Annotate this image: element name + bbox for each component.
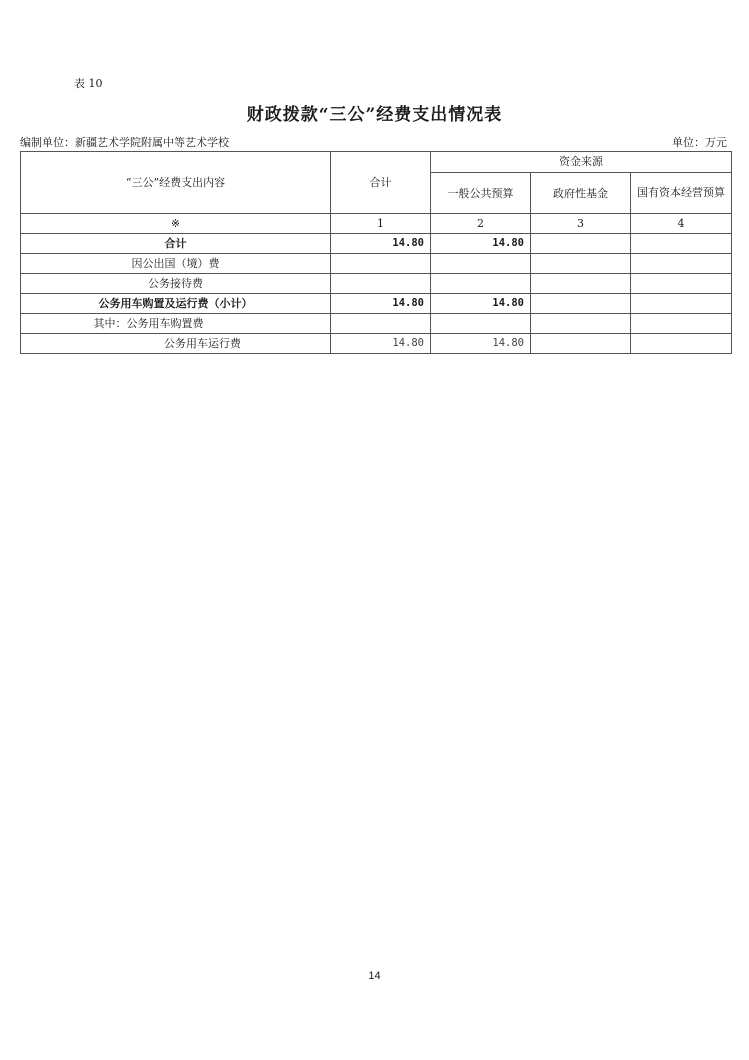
- row-gov-fund: [531, 254, 631, 274]
- row-total: [331, 274, 431, 294]
- row-gov-fund: [531, 314, 631, 334]
- row-state-capital: [631, 334, 732, 354]
- table-row: [21, 294, 732, 314]
- table-number: 表 10: [74, 77, 103, 90]
- row-gov-fund: [531, 274, 631, 294]
- row-general: 14.80: [431, 294, 531, 314]
- row-label: 其中：公务用车购置费: [21, 314, 331, 334]
- row-label: 公务用车购置及运行费（小计）: [21, 294, 331, 314]
- row-state-capital: [631, 294, 732, 314]
- header-state-capital: 国有资本经营预算: [631, 173, 732, 214]
- row-state-capital: [631, 274, 732, 294]
- row-general: 14.80: [431, 234, 531, 254]
- row-total: [331, 314, 431, 334]
- index-4: 4: [631, 214, 732, 234]
- table-row: [21, 334, 732, 354]
- row-general: [431, 254, 531, 274]
- header-content: “三公”经费支出内容: [21, 152, 331, 214]
- row-gov-fund: [531, 234, 631, 254]
- index-2: 2: [431, 214, 531, 234]
- row-state-capital: [631, 254, 732, 274]
- index-3: 3: [531, 214, 631, 234]
- row-general: 14.80: [431, 334, 531, 354]
- row-total: 14.80: [331, 334, 431, 354]
- row-label: 公务接待费: [21, 274, 331, 294]
- header-funding-source: 资金来源: [431, 152, 732, 173]
- header-total: 合计: [331, 152, 431, 214]
- currency-unit: 单位：万元: [672, 136, 727, 149]
- compiling-unit: 编制单位：新疆艺术学院附属中等艺术学校: [20, 136, 229, 149]
- row-label: 因公出国（境）费: [21, 254, 331, 274]
- header-government-fund: 政府性基金: [531, 173, 631, 214]
- row-general: [431, 274, 531, 294]
- row-gov-fund: [531, 294, 631, 314]
- row-total: [331, 254, 431, 274]
- row-state-capital: [631, 234, 732, 254]
- table-row: [21, 274, 732, 294]
- page-title: 财政拨款“三公”经费支出情况表: [246, 105, 503, 125]
- row-state-capital: [631, 314, 732, 334]
- page-number: 14: [368, 970, 381, 982]
- row-gov-fund: [531, 334, 631, 354]
- table-row: [21, 314, 732, 334]
- table-row: [21, 234, 732, 254]
- row-label: 合计: [21, 234, 331, 254]
- row-general: [431, 314, 531, 334]
- index-row: [21, 214, 732, 234]
- three-public-expenses-table: [20, 151, 732, 354]
- header-general-budget: 一般公共预算: [431, 173, 531, 214]
- meta-row: [20, 134, 727, 150]
- row-total: 14.80: [331, 234, 431, 254]
- index-1: 1: [331, 214, 431, 234]
- header-row-1: [21, 152, 732, 173]
- index-mark: ※: [21, 214, 331, 234]
- row-total: 14.80: [331, 294, 431, 314]
- row-label: 公务用车运行费: [21, 334, 331, 354]
- table-row: [21, 254, 732, 274]
